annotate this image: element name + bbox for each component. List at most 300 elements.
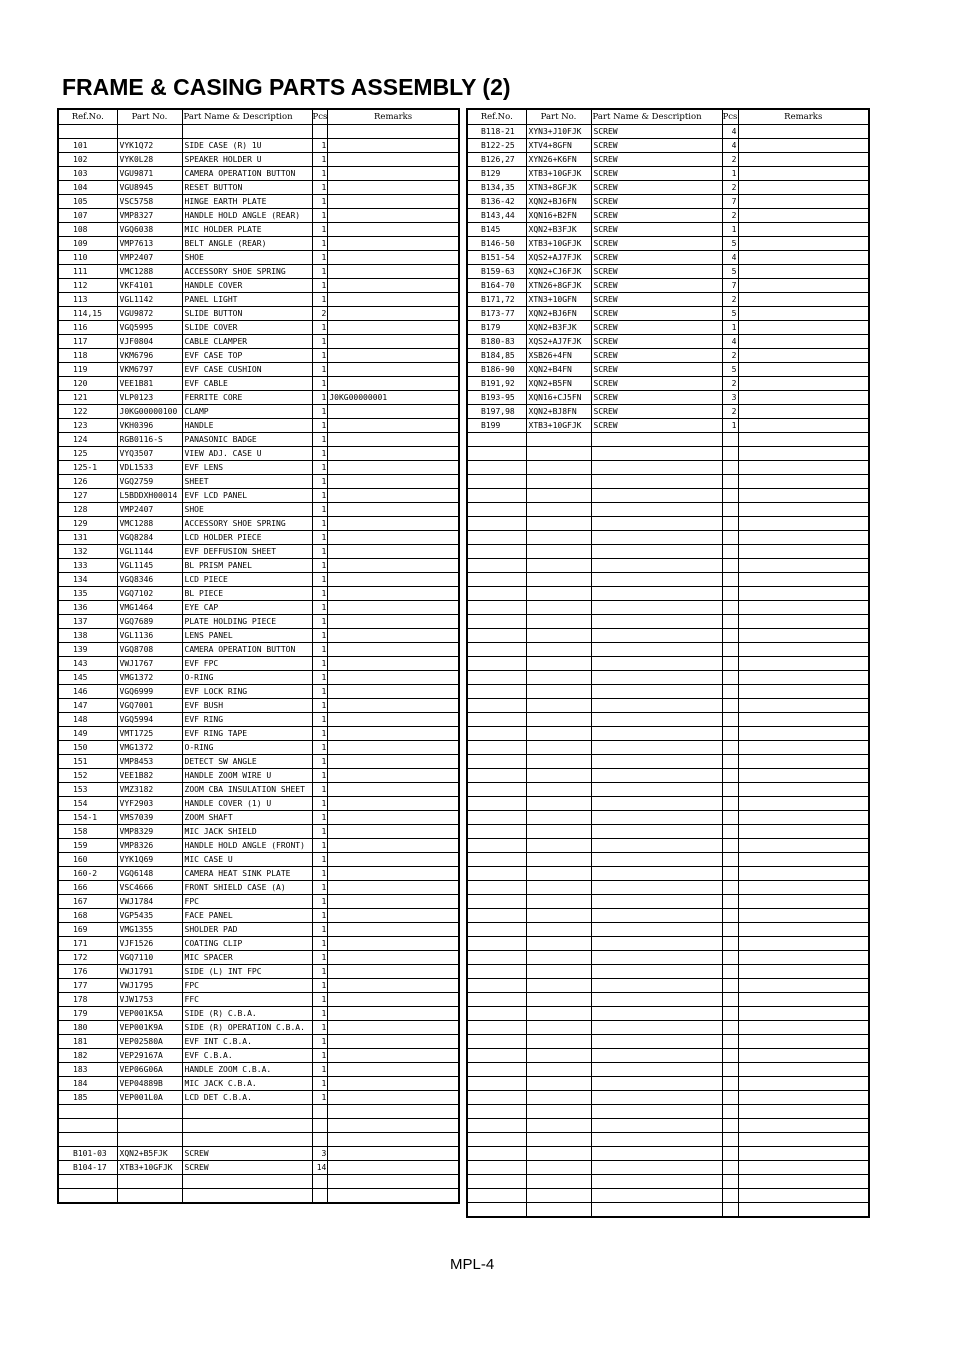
table-row (58, 489, 459, 503)
part-name-cell: LCD HOLDER PIECE (182, 531, 312, 545)
part-no-cell (526, 433, 591, 447)
ref-no-cell (467, 937, 526, 951)
part-no-cell: VEP001K9A (117, 1021, 182, 1035)
pcs-cell (312, 1189, 328, 1204)
table-row (58, 1175, 459, 1189)
ref-no-cell: 101 (58, 139, 117, 153)
part-name-cell: SCREW (182, 1161, 312, 1175)
ref-no-cell: 131 (58, 531, 117, 545)
remarks-cell (328, 587, 459, 601)
part-no-cell (526, 531, 591, 545)
remarks-cell (738, 1077, 869, 1091)
part-no-cell: VGL1145 (117, 559, 182, 573)
part-name-cell (591, 1133, 722, 1147)
remarks-cell (328, 195, 459, 209)
remarks-cell (328, 811, 459, 825)
ref-no-cell: 158 (58, 825, 117, 839)
part-no-cell: VEP29167A (117, 1049, 182, 1063)
part-name-cell (591, 825, 722, 839)
remarks-cell (328, 461, 459, 475)
pcs-cell: 1 (312, 1063, 328, 1077)
remarks-cell (738, 881, 869, 895)
part-no-cell (526, 1189, 591, 1203)
remarks-cell (328, 223, 459, 237)
part-name-cell: ZOOM SHAFT (182, 811, 312, 825)
part-name-cell: EVF RING (182, 713, 312, 727)
part-no-header: Part No. (526, 109, 591, 125)
table-row (58, 1147, 459, 1161)
part-name-cell (591, 1049, 722, 1063)
table-row (58, 167, 459, 181)
table-row (58, 377, 459, 391)
remarks-cell (328, 447, 459, 461)
pcs-cell: 1 (312, 181, 328, 195)
remarks-cell (738, 1203, 869, 1218)
table-row (467, 419, 869, 433)
remarks-cell (738, 181, 869, 195)
part-no-cell: XTV4+8GFN (526, 139, 591, 153)
table-row (58, 545, 459, 559)
table-row (467, 839, 869, 853)
pcs-cell: 1 (312, 881, 328, 895)
part-no-cell (526, 937, 591, 951)
part-no-cell (526, 965, 591, 979)
part-no-cell (526, 587, 591, 601)
part-name-cell: HANDLE HOLD ANGLE (REAR) (182, 209, 312, 223)
pcs-cell: 7 (722, 279, 738, 293)
part-name-cell: EVF FPC (182, 657, 312, 671)
remarks-cell (738, 629, 869, 643)
part-name-cell (591, 643, 722, 657)
part-name-cell (591, 699, 722, 713)
part-no-cell (526, 1203, 591, 1218)
table-header-row (58, 109, 459, 125)
remarks-cell (328, 307, 459, 321)
table-row (58, 993, 459, 1007)
ref-no-cell (467, 615, 526, 629)
ref-no-cell (58, 1133, 117, 1147)
part-no-cell (526, 797, 591, 811)
pcs-cell: 1 (312, 1007, 328, 1021)
part-no-cell: VMC1288 (117, 265, 182, 279)
part-name-cell (182, 1189, 312, 1204)
ref-no-cell: B193-95 (467, 391, 526, 405)
remarks-cell (328, 951, 459, 965)
remarks-cell (738, 321, 869, 335)
pcs-cell: 1 (312, 1091, 328, 1105)
part-no-cell: VWJ1791 (117, 965, 182, 979)
part-name-cell (591, 1077, 722, 1091)
table-row (467, 209, 869, 223)
table-row (467, 923, 869, 937)
part-name-cell: EVF CABLE (182, 377, 312, 391)
remarks-cell (738, 951, 869, 965)
table-row (58, 195, 459, 209)
ref-no-cell: 181 (58, 1035, 117, 1049)
table-row (467, 727, 869, 741)
part-no-cell (526, 1007, 591, 1021)
remarks-cell (328, 1161, 459, 1175)
remarks-cell (738, 545, 869, 559)
pcs-header: Pcs (312, 109, 328, 125)
remarks-cell (738, 601, 869, 615)
remarks-cell (738, 825, 869, 839)
remarks-cell (738, 447, 869, 461)
part-no-cell (526, 1175, 591, 1189)
part-name-cell: LCD PIECE (182, 573, 312, 587)
remarks-cell (328, 755, 459, 769)
ref-no-cell: 176 (58, 965, 117, 979)
part-no-cell: VMS7039 (117, 811, 182, 825)
part-name-cell (591, 615, 722, 629)
ref-no-cell (58, 1175, 117, 1189)
ref-no-cell (467, 1105, 526, 1119)
remarks-cell (738, 167, 869, 181)
part-no-cell: VKM6797 (117, 363, 182, 377)
ref-no-cell: 169 (58, 923, 117, 937)
pcs-cell: 1 (312, 671, 328, 685)
remarks-cell (738, 1105, 869, 1119)
ref-no-cell (467, 895, 526, 909)
part-no-cell: XTN26+8GFJK (526, 279, 591, 293)
pcs-cell (722, 699, 738, 713)
pcs-cell: 1 (312, 363, 328, 377)
ref-no-cell: 117 (58, 335, 117, 349)
pcs-cell: 1 (312, 139, 328, 153)
remarks-cell (328, 545, 459, 559)
pcs-cell: 2 (722, 377, 738, 391)
table-row (467, 545, 869, 559)
table-row (467, 699, 869, 713)
table-row (467, 573, 869, 587)
ref-no-cell: 136 (58, 601, 117, 615)
part-name-cell: MIC HOLDER PLATE (182, 223, 312, 237)
part-no-cell: VGQ8708 (117, 643, 182, 657)
table-row (467, 1203, 869, 1218)
pcs-cell: 1 (312, 699, 328, 713)
part-name-cell: SCREW (591, 223, 722, 237)
remarks-cell (738, 503, 869, 517)
ref-no-cell: 103 (58, 167, 117, 181)
part-name-cell: ACCESSORY SHOE SPRING (182, 517, 312, 531)
part-no-cell (526, 503, 591, 517)
remarks-cell (328, 405, 459, 419)
remarks-cell (738, 727, 869, 741)
part-no-cell: VGQ7110 (117, 951, 182, 965)
table-row (58, 811, 459, 825)
table-row (58, 1091, 459, 1105)
table-row (467, 881, 869, 895)
pcs-cell: 1 (312, 951, 328, 965)
part-no-cell: VGQ6999 (117, 685, 182, 699)
table-row (58, 1133, 459, 1147)
remarks-cell (738, 699, 869, 713)
remarks-cell (328, 1119, 459, 1133)
part-no-cell: XSB26+4FN (526, 349, 591, 363)
part-no-cell (526, 1021, 591, 1035)
part-no-cell: VWJ1795 (117, 979, 182, 993)
remarks-cell (328, 181, 459, 195)
pcs-cell (722, 629, 738, 643)
remarks-cell (738, 265, 869, 279)
table-row (467, 629, 869, 643)
part-no-cell: VGQ7102 (117, 587, 182, 601)
part-no-cell (526, 699, 591, 713)
ref-no-cell: 121 (58, 391, 117, 405)
part-name-cell: PANEL LIGHT (182, 293, 312, 307)
pcs-cell: 1 (312, 573, 328, 587)
pcs-cell (722, 517, 738, 531)
part-no-cell (526, 713, 591, 727)
part-no-cell: VDL1533 (117, 461, 182, 475)
pcs-cell: 2 (722, 209, 738, 223)
part-no-cell: VMG1372 (117, 671, 182, 685)
remarks-header: Remarks (738, 109, 869, 125)
table-row (467, 237, 869, 251)
pcs-cell (722, 489, 738, 503)
part-name-cell: RESET BUTTON (182, 181, 312, 195)
remarks-cell (328, 853, 459, 867)
part-name-cell (591, 1119, 722, 1133)
ref-no-cell: B143,44 (467, 209, 526, 223)
parts-table-right (466, 108, 870, 1218)
ref-no-cell: 108 (58, 223, 117, 237)
part-no-cell: VJW1753 (117, 993, 182, 1007)
part-no-cell: XQN2+BJ8FN (526, 405, 591, 419)
ref-no-cell (467, 1175, 526, 1189)
ref-no-cell (467, 993, 526, 1007)
remarks-cell (738, 1175, 869, 1189)
remarks-cell (328, 489, 459, 503)
table-row (467, 475, 869, 489)
part-no-cell: XTB3+10GFJK (526, 167, 591, 181)
part-name-cell: SCREW (591, 293, 722, 307)
pcs-cell (722, 1021, 738, 1035)
table-row (467, 783, 869, 797)
ref-no-cell (467, 853, 526, 867)
part-name-cell (591, 769, 722, 783)
pcs-cell (722, 741, 738, 755)
remarks-cell (328, 321, 459, 335)
part-no-cell: VEP06G06A (117, 1063, 182, 1077)
remarks-cell (328, 657, 459, 671)
ref-no-cell: 127 (58, 489, 117, 503)
ref-no-cell (467, 1161, 526, 1175)
pcs-cell (722, 783, 738, 797)
table-row (467, 993, 869, 1007)
table-row (58, 573, 459, 587)
part-no-cell (526, 867, 591, 881)
table-row (467, 377, 869, 391)
pcs-cell (722, 867, 738, 881)
part-name-cell: SCREW (591, 237, 722, 251)
pcs-cell (722, 573, 738, 587)
ref-no-cell: B173-77 (467, 307, 526, 321)
table-row (58, 867, 459, 881)
table-row (467, 405, 869, 419)
ref-no-cell: 152 (58, 769, 117, 783)
remarks-cell (328, 615, 459, 629)
part-no-cell (117, 1133, 182, 1147)
remarks-cell (328, 979, 459, 993)
part-name-cell: EVF RING TAPE (182, 727, 312, 741)
ref-no-cell: 185 (58, 1091, 117, 1105)
table-row (58, 713, 459, 727)
part-no-cell (526, 1077, 591, 1091)
table-row (467, 587, 869, 601)
pcs-cell: 1 (312, 237, 328, 251)
remarks-cell (738, 377, 869, 391)
ref-no-cell: 149 (58, 727, 117, 741)
part-name-cell: EVF LENS (182, 461, 312, 475)
pcs-cell: 1 (312, 685, 328, 699)
part-name-cell (591, 797, 722, 811)
pcs-cell: 2 (722, 405, 738, 419)
remarks-cell (738, 937, 869, 951)
part-name-cell: FFC (182, 993, 312, 1007)
table-row (467, 1035, 869, 1049)
pcs-cell (722, 1147, 738, 1161)
pcs-cell (722, 685, 738, 699)
remarks-cell (738, 755, 869, 769)
pcs-cell (722, 1203, 738, 1218)
pcs-cell (722, 1049, 738, 1063)
part-no-cell: VYK1Q72 (117, 139, 182, 153)
pcs-cell: 1 (312, 783, 328, 797)
part-no-cell (526, 769, 591, 783)
remarks-cell (738, 489, 869, 503)
remarks-cell (738, 335, 869, 349)
part-name-cell (591, 587, 722, 601)
part-no-cell (526, 1049, 591, 1063)
part-name-cell (591, 461, 722, 475)
part-no-cell (526, 825, 591, 839)
remarks-cell (738, 1119, 869, 1133)
remarks-cell (328, 265, 459, 279)
part-name-cell: SCREW (591, 125, 722, 139)
part-name-cell (182, 125, 312, 139)
part-no-cell (526, 923, 591, 937)
part-name-cell: CLAMP (182, 405, 312, 419)
table-row (467, 1161, 869, 1175)
part-no-cell: L5BDDXH00014 (117, 489, 182, 503)
ref-no-cell: B179 (467, 321, 526, 335)
pcs-cell: 1 (312, 811, 328, 825)
table-row (58, 321, 459, 335)
pcs-cell: 4 (722, 125, 738, 139)
ref-no-cell: B199 (467, 419, 526, 433)
part-name-cell: SCREW (591, 377, 722, 391)
part-name-cell: SCREW (591, 209, 722, 223)
ref-no-cell: 124 (58, 433, 117, 447)
part-no-cell: XTB3+10GFJK (526, 237, 591, 251)
part-name-cell (591, 1035, 722, 1049)
ref-no-cell (467, 1063, 526, 1077)
remarks-header: Remarks (328, 109, 459, 125)
pcs-cell (722, 853, 738, 867)
remarks-cell (738, 657, 869, 671)
table-row (467, 741, 869, 755)
part-name-cell: SHOLDER PAD (182, 923, 312, 937)
table-row (58, 307, 459, 321)
table-header-row (467, 109, 869, 125)
remarks-cell (328, 895, 459, 909)
ref-no-cell: 102 (58, 153, 117, 167)
ref-no-cell: B104-17 (58, 1161, 117, 1175)
ref-no-cell: 182 (58, 1049, 117, 1063)
remarks-cell (328, 685, 459, 699)
ref-no-cell: 111 (58, 265, 117, 279)
pcs-cell (722, 671, 738, 685)
pcs-cell: 1 (312, 377, 328, 391)
part-name-cell (591, 447, 722, 461)
part-no-cell: XQN2+B3FJK (526, 321, 591, 335)
table-row (467, 895, 869, 909)
table-row (467, 265, 869, 279)
remarks-cell (328, 335, 459, 349)
remarks-cell (738, 811, 869, 825)
table-row (58, 447, 459, 461)
remarks-cell (328, 559, 459, 573)
ref-no-cell: 168 (58, 909, 117, 923)
ref-no-cell: 125 (58, 447, 117, 461)
ref-no-cell (467, 685, 526, 699)
remarks-cell (738, 923, 869, 937)
part-name-cell: BL PIECE (182, 587, 312, 601)
remarks-cell (738, 615, 869, 629)
pcs-cell: 1 (312, 447, 328, 461)
remarks-cell (328, 139, 459, 153)
part-name-cell: EVF CASE CUSHION (182, 363, 312, 377)
part-no-cell: VMG1372 (117, 741, 182, 755)
part-no-cell (526, 727, 591, 741)
table-row (58, 671, 459, 685)
part-name-cell (591, 783, 722, 797)
part-no-cell: VEE1B81 (117, 377, 182, 391)
pcs-cell: 1 (312, 559, 328, 573)
remarks-cell (738, 293, 869, 307)
pcs-cell (722, 643, 738, 657)
table-row (58, 279, 459, 293)
part-no-cell (526, 545, 591, 559)
part-no-cell: XYN26+K6FN (526, 153, 591, 167)
pcs-cell: 1 (312, 909, 328, 923)
part-no-cell: XTB3+10GFJK (526, 419, 591, 433)
ref-no-cell: 171 (58, 937, 117, 951)
part-no-cell: VGQ7001 (117, 699, 182, 713)
table-row (467, 181, 869, 195)
ref-no-cell (467, 909, 526, 923)
part-no-cell: VYK0L28 (117, 153, 182, 167)
part-no-cell (526, 1161, 591, 1175)
remarks-cell (328, 993, 459, 1007)
ref-no-cell (467, 573, 526, 587)
table-row (467, 825, 869, 839)
ref-no-cell: 112 (58, 279, 117, 293)
remarks-cell (738, 1147, 869, 1161)
part-name-cell: CABLE CLAMPER (182, 335, 312, 349)
remarks-cell (738, 1091, 869, 1105)
ref-no-cell (467, 881, 526, 895)
ref-no-cell: 125-1 (58, 461, 117, 475)
part-name-cell: SCREW (182, 1147, 312, 1161)
part-name-cell (591, 489, 722, 503)
pcs-cell: 1 (312, 405, 328, 419)
ref-no-cell: 178 (58, 993, 117, 1007)
ref-no-cell: 183 (58, 1063, 117, 1077)
table-row (467, 195, 869, 209)
ref-no-cell (467, 965, 526, 979)
